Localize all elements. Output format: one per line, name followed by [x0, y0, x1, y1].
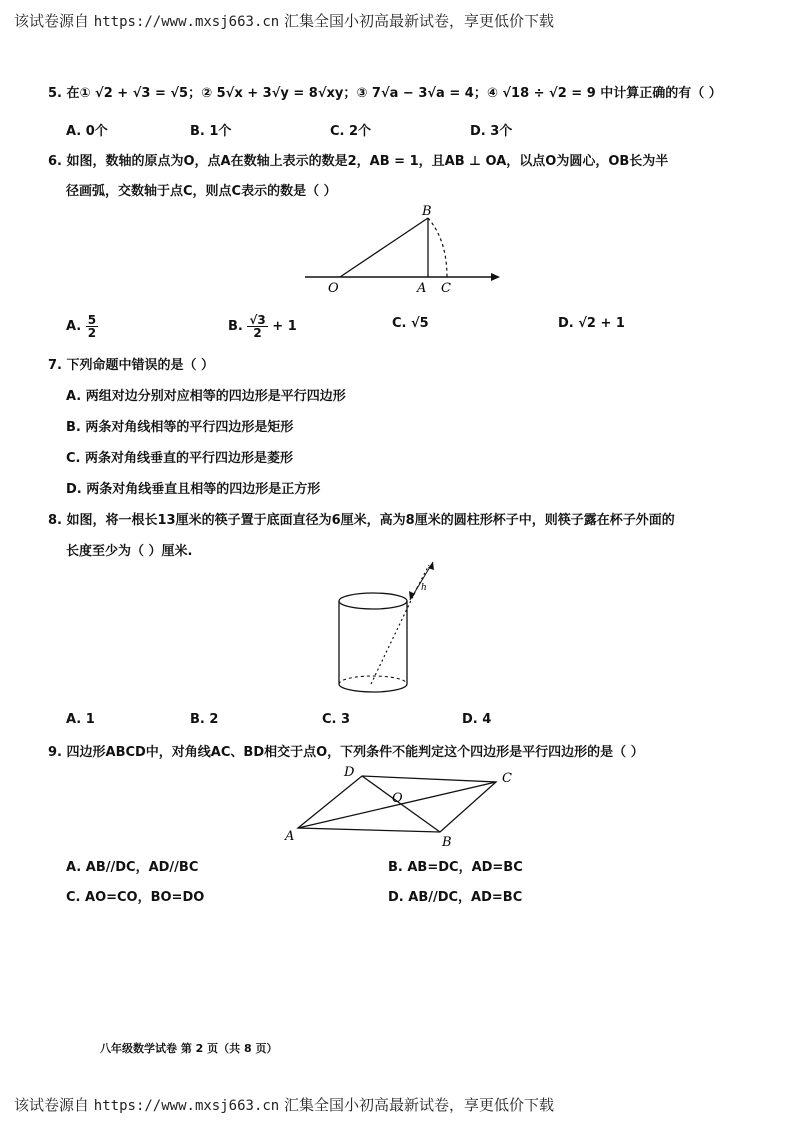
q8-chopstick: [371, 588, 417, 684]
q8-cylinder-cup-figure: [325, 560, 455, 700]
q6-option-b-prefix: B.: [228, 319, 243, 334]
q9-option-a: A. AB//DC，AD//BC: [66, 860, 199, 875]
q6-label-a: A: [417, 281, 427, 296]
q5-stem: 5. 在① √2 + √3 = √5；② 5√x + 3√y = 8√xy；③ 7√a − 3√a = 4；④ √18 ÷ √2 = 9 中计算正确的有（ ）: [48, 86, 722, 101]
banner-prefix: 该试卷源自: [14, 12, 90, 30]
q5-option-d: D. 3个: [470, 124, 513, 139]
q6-option-c: C. √5: [392, 316, 429, 331]
q9-option-d: D. AB//DC，AD=BC: [388, 890, 523, 905]
q8-stem-line2: 长度至少为（ ）厘米.: [66, 544, 193, 559]
q6-option-b-numerator: √3: [249, 313, 266, 327]
page-footer: 八年级数学试卷 第 2 页（共 8 页）: [100, 1042, 278, 1055]
q6-option-b: [228, 314, 297, 339]
q6-number-line-figure: [295, 200, 515, 300]
q6-axis-arrow-icon: [491, 273, 500, 281]
q8-label-h: h: [421, 583, 427, 593]
q8-cup-bottom-back: [339, 676, 407, 684]
banner-url-link[interactable]: https://www.mxsj663.cn: [93, 14, 280, 30]
q9-label-d: D: [344, 765, 355, 780]
q6-label-b: B: [422, 204, 432, 219]
q7-stem: 7. 下列命题中错误的是（ ）: [48, 358, 215, 373]
q9-label-b: B: [442, 835, 452, 848]
q9-stem: 9. 四边形ABCD中，对角线AC、BD相交于点O，下列条件不能判定这个四边形是平行四边形的是（ ）: [48, 745, 644, 760]
q9-parallelogram-figure: [280, 762, 520, 848]
q9-label-o: O: [392, 791, 403, 806]
q6-label-o: O: [328, 281, 339, 296]
q7-option-c: C. 两条对角线垂直的平行四边形是菱形: [66, 451, 294, 466]
q6-option-b-fraction: [247, 314, 267, 339]
q5-option-c: C. 2个: [330, 124, 372, 139]
q9-label-c: C: [502, 771, 512, 786]
q7-option-a: A. 两组对边分别对应相等的四边形是平行四边形: [66, 389, 346, 404]
q8-option-c: C. 3: [322, 712, 351, 727]
q6-option-a-denominator: 2: [87, 326, 97, 340]
banner-suffix: 汇集全国小初高最新试卷，享更低价下载: [284, 12, 555, 30]
q6-stem-line2: 径画弧，交数轴于点C，则点C表示的数是（ ）: [66, 184, 337, 199]
bottom-source-banner: [14, 1094, 554, 1115]
banner-url-link[interactable]: https://www.mxsj663.cn: [93, 1098, 280, 1114]
q8-option-d: D. 4: [462, 712, 492, 727]
q6-option-a-prefix: A.: [66, 319, 82, 334]
q9-option-b: B. AB=DC，AD=BC: [388, 860, 523, 875]
q6-option-a-fraction: [86, 314, 98, 339]
q5-option-a: A. 0个: [66, 124, 108, 139]
q6-label-c: C: [441, 281, 451, 296]
q8-option-a: A. 1: [66, 712, 95, 727]
q6-option-b-tail: + 1: [272, 319, 297, 334]
banner-prefix: 该试卷源自: [14, 1096, 90, 1114]
q5-option-b: B. 1个: [190, 124, 232, 139]
q9-option-c: C. AO=CO，BO=DO: [66, 890, 205, 905]
q6-arc-bc: [428, 218, 447, 277]
q6-option-b-denominator: 2: [253, 326, 262, 340]
q8-stem-line1: 8. 如图，将一根长13厘米的筷子置于底面直径为6厘米，高为8厘米的圆柱形杯子中，则筷子露在杯子外面的: [48, 513, 675, 528]
q6-segment-ob: [340, 218, 428, 277]
q6-option-a-numerator: 5: [87, 313, 97, 327]
banner-suffix: 汇集全国小初高最新试卷，享更低价下载: [284, 1096, 555, 1114]
top-source-banner: [14, 10, 554, 31]
q7-option-d: D. 两条对角线垂直且相等的四边形是正方形: [66, 482, 321, 497]
q6-stem-line1: 6. 如图，数轴的原点为O，点A在数轴上表示的数是2，AB = 1，且AB ⊥ OA，以点O为圆心，OB长为半: [48, 154, 669, 169]
q8-cup-top-rim: [339, 593, 407, 609]
q6-option-d: D. √2 + 1: [558, 316, 625, 331]
q7-option-b: B. 两条对角线相等的平行四边形是矩形: [66, 420, 294, 435]
q8-option-b: B. 2: [190, 712, 219, 727]
q6-option-a: [66, 314, 98, 339]
q9-label-a: A: [285, 829, 295, 844]
q8-cup-bottom-front: [339, 684, 407, 692]
